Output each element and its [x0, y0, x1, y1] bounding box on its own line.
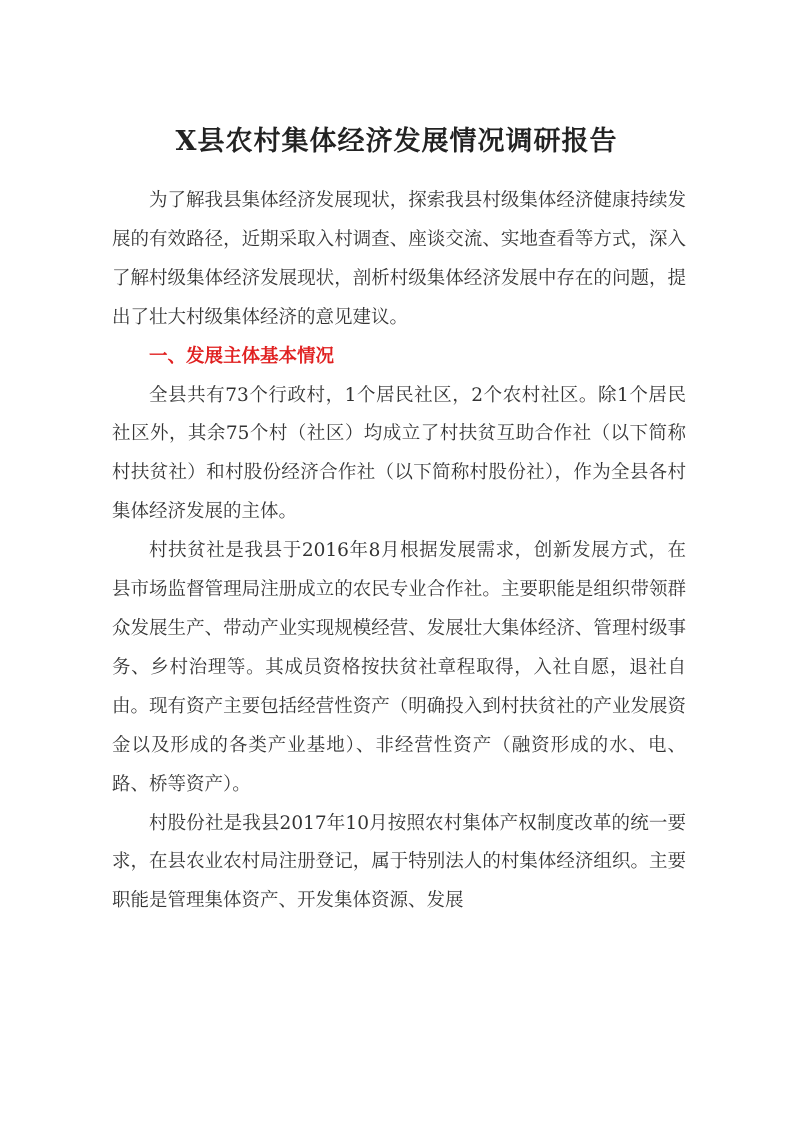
document-title: X县农村集体经济发展情况调研报告: [175, 126, 618, 157]
body-paragraph: 村股份社是我县2017年10月按照农村集体产权制度改革的统一要求，在县农业农村局注册登记，属于特别法人的村集体经济组织。主要职能是管理集体资产、开发集体资源、发展: [112, 812, 686, 912]
intro-paragraph: 为了解我县集体经济发展现状，探索我县村级集体经济健康持续发展的有效路径，近期采取入村调查、座谈交流、实地查看等方式，深入了解村级集体经济发展现状，剖析村级集体经济发展中存在的问题，提出了壮大村级集体经济的意见建议。: [112, 190, 686, 328]
body-paragraph: 全县共有73个行政村，1个居民社区，2个农村社区。除1个居民社区外，其余75个村（社区）均成立了村扶贫互助合作社（以下简称村扶贫社）和村股份经济合作社（以下简称村股份社），作为全县各村集体经济发展的主体。: [112, 384, 686, 523]
section-heading: 一、发展主体基本情况: [149, 345, 335, 367]
body-paragraph: 村扶贫社是我县于2016年8月根据发展需求，创新发展方式，在县市场监督管理局注册成立的农民专业合作社。主要职能是组织带领群众发展生产、带动产业实现规模经营、发展壮大集体经济、管理村级事务、乡村治理等。其成员资格按扶贫社章程取得，入社自愿，退社自由。现有资产主要包括经营性资产（明确投入到村扶贫社的产业发展资金以及形成的各类产业基地）、非经营性资产（融资形成的水、电、路、桥等资产）。: [112, 540, 686, 795]
document-body: [112, 182, 686, 921]
